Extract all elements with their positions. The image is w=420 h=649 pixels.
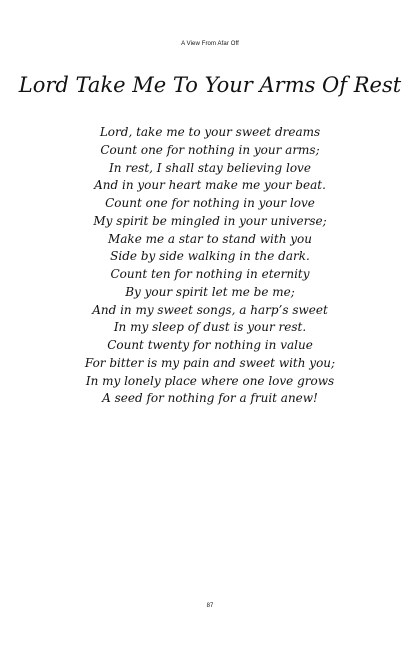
running-header: A View From Afar Off (181, 41, 239, 47)
poem-line: Lord, take me to your sweet dreams (99, 125, 321, 139)
poem-line: Count one for nothing in your arms; (100, 142, 320, 157)
poem-title: Lord Take Me To Your Arms Of Rest (18, 73, 402, 97)
poem-line: In my lonely place where one love grows (85, 373, 335, 388)
poem-line: Count ten for nothing in eternity (110, 267, 310, 281)
page-number: 87 (206, 603, 214, 609)
poem-stanza (0, 124, 420, 408)
poem-line: Side by side walking in the dark. (110, 249, 310, 264)
poem-line: My spirit be mingled in your universe; (93, 213, 327, 228)
poem-line: Count one for nothing in your love (105, 196, 315, 210)
poem-line: And in my sweet songs, a harp’s sweet (92, 302, 328, 317)
poem-line: And in your heart make me your beat. (94, 178, 326, 193)
poem-line: Count twenty for nothing in value (107, 338, 313, 352)
poem-line: Make me a star to stand with you (107, 231, 312, 246)
poem-line: By your spirit let me be me; (125, 284, 295, 299)
poem-line: For bitter is my pain and sweet with you; (84, 355, 336, 370)
poem-line: In my sleep of dust is your rest. (113, 320, 307, 335)
poem-line: A seed for nothing for a fruit anew! (102, 391, 318, 406)
poem-line: In rest, I shall stay believing love (109, 160, 311, 175)
